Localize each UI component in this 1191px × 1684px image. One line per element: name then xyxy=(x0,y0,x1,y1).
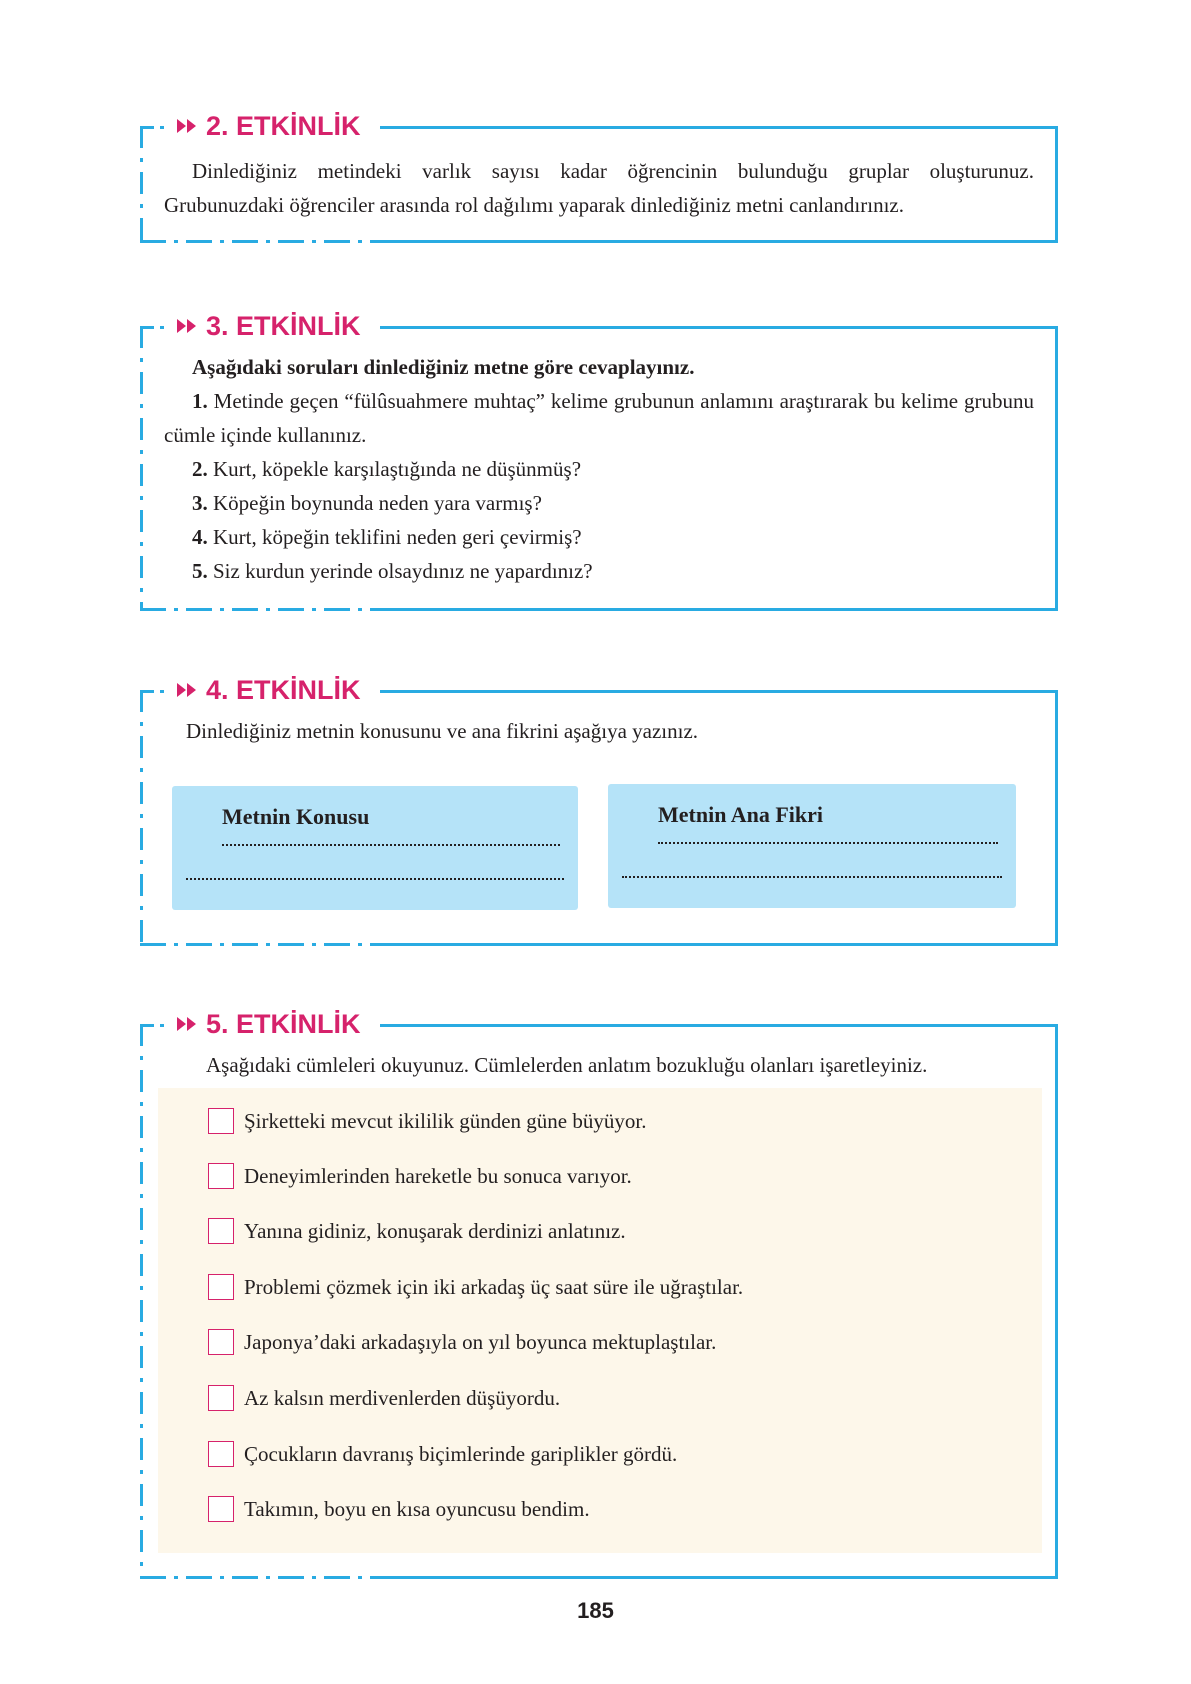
activity-title: 5. ETKİNLİK xyxy=(206,1009,361,1039)
activity-body xyxy=(164,350,1034,588)
checkbox[interactable] xyxy=(208,1496,234,1522)
activity-frame-dashed xyxy=(140,326,143,611)
topic-box xyxy=(172,786,578,910)
main-idea-box xyxy=(608,784,1016,908)
sentence-text: Deneyimlerinden hareketle bu sonuca varıyor. xyxy=(244,1163,632,1188)
double-arrow-icon xyxy=(176,1015,198,1033)
activity-frame-dashed xyxy=(140,1576,380,1579)
sentence-item xyxy=(208,1106,646,1136)
activity-5 xyxy=(140,1009,1058,1579)
question-text: Kurt, köpekle karşılaştığında ne düşünmüş? xyxy=(213,457,582,481)
question-3 xyxy=(164,486,1034,520)
sentence-panel xyxy=(158,1088,1042,1553)
checkbox[interactable] xyxy=(208,1274,234,1300)
main-idea-box-title: Metnin Ana Fikri xyxy=(658,802,824,827)
activity-3 xyxy=(140,311,1058,611)
sentence-text: Şirketteki mevcut ikililik günden güne büyüyor. xyxy=(244,1108,647,1133)
answer-line[interactable] xyxy=(622,876,1002,878)
instruction: Dinlediğiniz metnin konusunu ve ana fikrini aşağıya yazınız. xyxy=(186,719,699,743)
double-arrow-icon xyxy=(176,117,198,135)
question-number: 5. xyxy=(192,559,208,583)
question-5 xyxy=(164,554,1034,588)
sentence-text: Takımın, boyu en kısa oyuncusu bendim. xyxy=(244,1496,590,1521)
sentence-text: Problemi çözmek için iki arkadaş üç saat süre ile uğraştılar. xyxy=(244,1274,744,1299)
checkbox[interactable] xyxy=(208,1163,234,1189)
sentence-text: Az kalsın merdivenlerden düşüyordu. xyxy=(244,1385,561,1410)
answer-line[interactable] xyxy=(186,878,564,880)
activity-frame-dashed xyxy=(140,608,380,611)
checkbox[interactable] xyxy=(208,1385,234,1411)
activity-title: 4. ETKİNLİK xyxy=(206,675,361,705)
sentence-item xyxy=(208,1216,626,1246)
instruction-text: Aşağıdaki soruları dinlediğiniz metne göre cevaplayınız. xyxy=(192,355,695,379)
checkbox[interactable] xyxy=(208,1329,234,1355)
activity-heading xyxy=(176,672,365,708)
question-1 xyxy=(164,384,1034,452)
question-text: Köpeğin boynunda neden yara varmış? xyxy=(213,491,542,515)
instruction xyxy=(164,350,1034,384)
double-arrow-icon xyxy=(176,681,198,699)
activity-4 xyxy=(140,675,1058,946)
topic-box-title: Metnin Konusu xyxy=(222,804,370,829)
activity-title: 3. ETKİNLİK xyxy=(206,311,361,341)
activity-heading xyxy=(176,308,365,344)
sentence-item xyxy=(208,1383,560,1413)
sentence-item xyxy=(208,1494,590,1524)
checkbox[interactable] xyxy=(208,1108,234,1134)
activity-paragraph: Dinlediğiniz metindeki varlık sayısı kadar öğrencinin bulunduğu gruplar oluşturunuz. Grubunuzdaki öğrenciler arasında rol dağılımı yaparak dinlediğiniz metni canlandırınız. xyxy=(164,159,1034,217)
sentence-text: Yanına gidiniz, konuşarak derdinizi anlatınız. xyxy=(244,1218,626,1243)
sentence-item xyxy=(208,1161,632,1191)
question-number: 1. xyxy=(192,389,208,413)
question-number: 2. xyxy=(192,457,208,481)
activity-frame-dashed xyxy=(140,690,143,946)
question-2 xyxy=(164,452,1034,486)
sentence-item xyxy=(208,1327,716,1357)
sentence-item xyxy=(208,1272,743,1302)
activity-frame-dashed xyxy=(140,126,170,129)
answer-line[interactable] xyxy=(658,842,998,844)
checkbox[interactable] xyxy=(208,1441,234,1467)
sentence-text: Japonya’daki arkadaşıyla on yıl boyunca mektuplaştılar. xyxy=(244,1329,717,1354)
activity-frame-dashed xyxy=(140,326,170,329)
activity-heading xyxy=(176,1006,365,1042)
activity-frame-dashed xyxy=(140,943,380,946)
activity-title: 2. ETKİNLİK xyxy=(206,111,361,141)
activity-frame-dashed xyxy=(140,240,380,243)
double-arrow-icon xyxy=(176,317,198,335)
question-text: Kurt, köpeğin teklifini neden geri çevirmiş? xyxy=(213,525,582,549)
checkbox[interactable] xyxy=(208,1218,234,1244)
question-4 xyxy=(164,520,1034,554)
activity-frame-dashed xyxy=(140,1024,170,1027)
question-number: 3. xyxy=(192,491,208,515)
instruction: Aşağıdaki cümleleri okuyunuz. Cümlelerden anlatım bozukluğu olanları işaretleyiniz. xyxy=(206,1053,928,1077)
activity-frame-dashed xyxy=(140,1024,143,1579)
activity-heading xyxy=(176,108,365,144)
question-text: Siz kurdun yerinde olsaydınız ne yapardınız? xyxy=(213,559,593,583)
sentence-text: Çocukların davranış biçimlerinde gariplikler gördü. xyxy=(244,1441,678,1466)
activity-frame-dashed xyxy=(140,126,143,243)
answer-line[interactable] xyxy=(222,844,560,846)
question-text: Metinde geçen “fülûsuahmere muhtaç” kelime grubunun anlamını araştırarak bu kelime grubunu cümle içinde kullanınız. xyxy=(164,389,1034,447)
question-number: 4. xyxy=(192,525,208,549)
activity-2 xyxy=(140,111,1058,243)
activity-frame-dashed xyxy=(140,690,170,693)
sentence-item xyxy=(208,1439,677,1469)
page-number: 185 xyxy=(577,1598,614,1623)
